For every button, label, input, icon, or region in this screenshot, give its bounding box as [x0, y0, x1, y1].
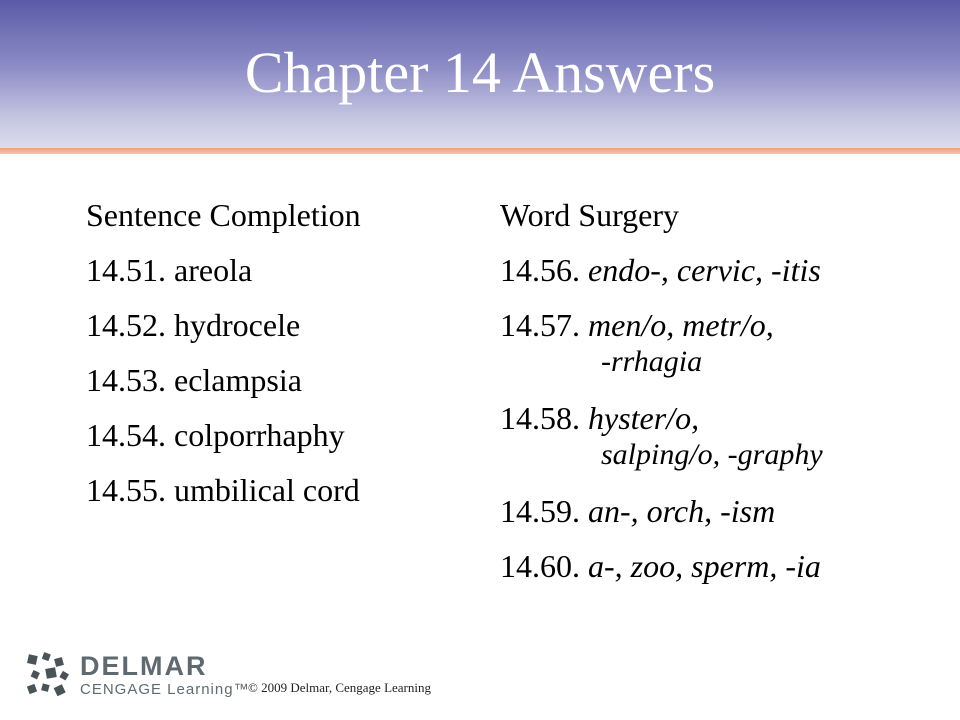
item-answer: men/o, metr/o, [588, 307, 774, 343]
word-surgery-column [500, 196, 940, 602]
column-heading: Word Surgery [500, 197, 680, 233]
list-item [500, 547, 940, 585]
item-number: 14.53. [86, 362, 166, 398]
item-number: 14.52. [86, 307, 166, 343]
brand-wordmark [80, 652, 250, 700]
item-answer: colporrhaphy [174, 417, 345, 453]
item-answer: an-, orch, -ism [588, 493, 776, 529]
list-item [86, 471, 466, 509]
list-item [500, 306, 940, 382]
item-answer: areola [174, 252, 253, 288]
footer [0, 640, 960, 720]
list-item [500, 251, 940, 289]
column-heading: Sentence Completion [86, 197, 361, 233]
item-answer: umbilical cord [174, 472, 360, 508]
item-answer: hyster/o, [588, 400, 700, 436]
sentence-completion-column [86, 196, 466, 526]
list-item [86, 361, 466, 399]
item-number: 14.60. [500, 548, 580, 584]
item-answer: eclampsia [174, 362, 302, 398]
item-answer: a-, zoo, sperm, -ia [588, 548, 821, 584]
item-number: 14.54. [86, 417, 166, 453]
brand-subname: CENGAGE Learning™ [80, 681, 250, 698]
banner-divider [0, 148, 960, 154]
item-number: 14.55. [86, 472, 166, 508]
list-item [86, 416, 466, 454]
copyright-text: © 2009 Delmar, Cengage Learning [248, 680, 431, 695]
item-answer-continued: -rrhagia [601, 345, 703, 378]
list-item [86, 306, 466, 344]
list-item [500, 399, 940, 475]
delmar-logo-icon [26, 652, 72, 698]
item-number: 14.57. [500, 307, 580, 343]
item-number: 14.51. [86, 252, 166, 288]
item-answer-continued: salping/o, -graphy [601, 438, 823, 471]
item-answer: hydrocele [174, 307, 301, 343]
slide-title: Chapter 14 Answers [244, 40, 716, 105]
item-number: 14.59. [500, 493, 580, 529]
item-number: 14.56. [500, 252, 580, 288]
item-number: 14.58. [500, 400, 580, 436]
item-answer: endo-, cervic, -itis [588, 252, 821, 288]
list-item [86, 251, 466, 289]
list-item [500, 492, 940, 530]
brand-name: DELMAR [80, 651, 208, 681]
